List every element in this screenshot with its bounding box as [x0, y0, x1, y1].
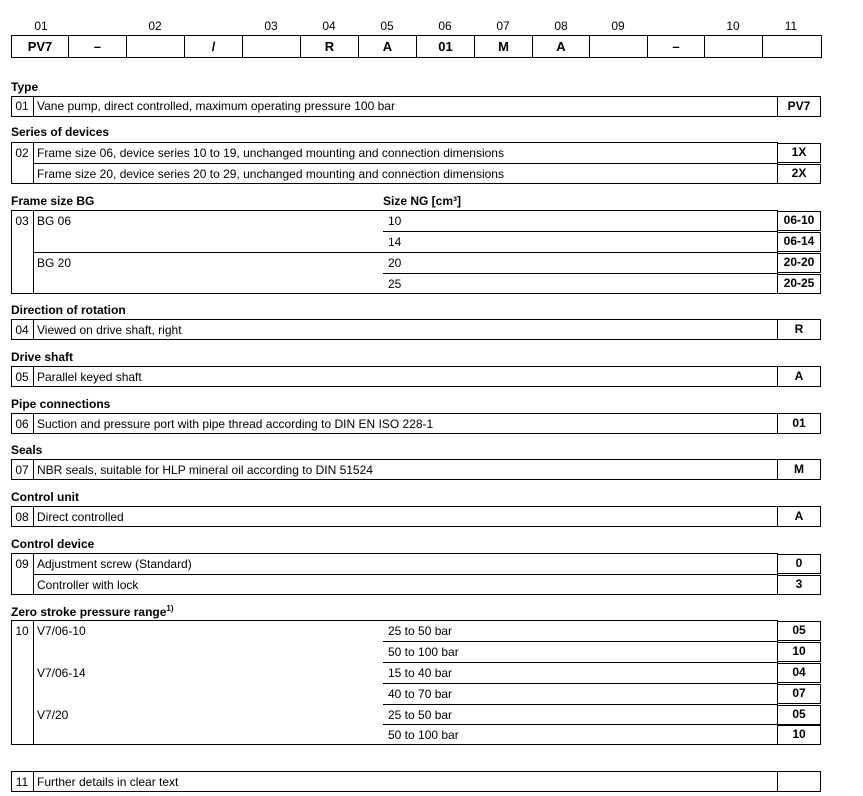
bg-label: BG 20: [37, 256, 72, 270]
code-cell: /: [185, 36, 243, 57]
series-num: 02: [15, 146, 29, 160]
code-cell: M: [475, 36, 533, 57]
rotation-num: 04: [15, 323, 29, 337]
section-heading-series: Series of devices: [11, 125, 110, 139]
zero-stroke-code: 04: [777, 663, 821, 683]
code-cell: [763, 36, 820, 57]
rotation-code: R: [777, 319, 821, 340]
position-number: 07: [496, 19, 510, 33]
zero-stroke-code: 10: [777, 642, 821, 662]
code-cell: [243, 36, 301, 57]
zero-stroke-num: 10: [15, 624, 29, 638]
pressure-range: 40 to 70 bar: [388, 687, 453, 701]
type-code: PV7: [777, 96, 821, 117]
position-number: 01: [34, 19, 48, 33]
seals-desc: NBR seals, suitable for HLP mineral oil according to DIN 51524: [37, 463, 373, 477]
section-heading-control-device: Control device: [11, 537, 95, 551]
position-number: 05: [380, 19, 394, 33]
pipe-code: 01: [777, 413, 821, 434]
size-value: 14: [388, 235, 402, 249]
control-unit-code: A: [777, 506, 821, 527]
variant-label: V7/06-14: [37, 666, 86, 680]
position-number: 08: [554, 19, 568, 33]
pipe-desc: Suction and pressure port with pipe thread according to DIN EN ISO 228-1: [37, 417, 434, 431]
section-heading-rotation: Direction of rotation: [11, 303, 126, 317]
variant-label: V7/20: [37, 708, 69, 722]
frame-size-code: 20-25: [777, 274, 821, 294]
code-cell: 01: [417, 36, 475, 57]
code-cell: A: [533, 36, 590, 57]
footnote-marker: 1): [166, 604, 174, 613]
seals-code: M: [777, 459, 821, 480]
section-heading-seals: Seals: [11, 443, 43, 457]
section-heading-type: Type: [11, 80, 39, 94]
type-desc: Vane pump, direct controlled, maximum operating pressure 100 bar: [37, 99, 395, 113]
control-device-desc: Controller with lock: [37, 578, 139, 592]
position-number: 02: [148, 19, 162, 33]
seals-num: 07: [15, 463, 29, 477]
control-unit-frame: [11, 506, 778, 527]
pressure-range: 50 to 100 bar: [388, 728, 459, 742]
code-cell: R: [301, 36, 359, 57]
size-value: 10: [388, 214, 402, 228]
section-heading-zero-stroke: Zero stroke pressure range$^{1)}$: [11, 604, 174, 619]
series-code: 2X: [777, 164, 821, 184]
further-code: [777, 771, 821, 792]
pipe-num: 06: [15, 417, 29, 431]
frame-size-code: 06-14: [777, 232, 821, 252]
further-desc: Further details in clear text: [37, 775, 179, 789]
control-device-desc: Adjustment screw (Standard): [37, 557, 192, 571]
code-cell: [590, 36, 648, 57]
series-desc: Frame size 20, device series 20 to 29, unchanged mounting and connection dimensions: [37, 167, 504, 181]
pressure-range: 25 to 50 bar: [388, 708, 453, 722]
bg-label: BG 06: [37, 214, 72, 228]
control-device-code: 0: [777, 554, 821, 574]
section-heading-pipe: Pipe connections: [11, 397, 111, 411]
code-cell: [127, 36, 185, 57]
variant-label: V7/06-10: [37, 624, 86, 638]
control-unit-desc: Direct controlled: [37, 510, 124, 524]
code-cell: PV7: [12, 36, 69, 57]
pressure-range: 25 to 50 bar: [388, 624, 453, 638]
shaft-num: 05: [15, 370, 29, 384]
code-cell: –: [69, 36, 127, 57]
frame-size-code: 06-10: [777, 211, 821, 231]
pressure-range: 50 to 100 bar: [388, 645, 459, 659]
position-number: 04: [322, 19, 336, 33]
control-device-code: 3: [777, 575, 821, 595]
shaft-desc: Parallel keyed shaft: [37, 370, 142, 384]
frame-size-code: 20-20: [777, 253, 821, 273]
size-heading: Size NG [cm³]: [383, 194, 462, 208]
section-heading-control-unit: Control unit: [11, 490, 79, 504]
frame-size-num: 03: [15, 214, 29, 228]
rotation-desc: Viewed on drive shaft, right: [37, 323, 182, 337]
position-number: 10: [726, 19, 740, 33]
section-heading-shaft: Drive shaft: [11, 350, 74, 364]
further-num: 11: [15, 775, 29, 789]
code-cell: [705, 36, 763, 57]
code-cell: A: [359, 36, 417, 57]
position-number: 09: [611, 19, 625, 33]
shaft-code: A: [777, 366, 821, 387]
position-number: 06: [438, 19, 452, 33]
zero-stroke-code: 10: [777, 725, 821, 745]
zero-stroke-code: 05: [777, 705, 821, 725]
ordering-code-box: [11, 35, 822, 58]
pressure-range: 15 to 40 bar: [388, 666, 453, 680]
position-number: 11: [784, 19, 798, 33]
zero-stroke-code: 05: [777, 621, 821, 641]
control-device-num: 09: [15, 557, 29, 571]
position-number: 03: [264, 19, 278, 33]
series-code: 1X: [777, 143, 821, 163]
code-cell: –: [648, 36, 705, 57]
size-value: 25: [388, 277, 402, 291]
size-value: 20: [388, 256, 402, 270]
series-desc: Frame size 06, device series 10 to 19, unchanged mounting and connection dimensions: [37, 146, 504, 160]
control-unit-num: 08: [15, 510, 29, 524]
section-heading-frame-size: Frame size BG: [11, 194, 95, 208]
type-num: 01: [15, 99, 29, 113]
zero-stroke-code: 07: [777, 684, 821, 704]
